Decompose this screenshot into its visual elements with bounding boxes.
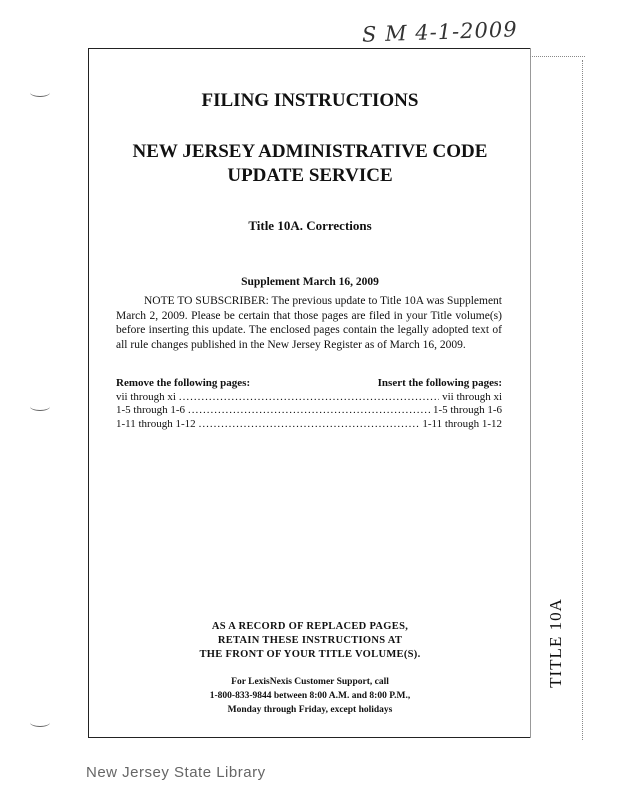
insert-pages: vii through xi (442, 390, 502, 403)
frame-bottom-border (88, 737, 530, 738)
record-instructions (90, 620, 530, 662)
note-to-subscriber (116, 294, 502, 352)
punch-hole-mark (30, 402, 50, 411)
subtitle-line: NEW JERSEY ADMINISTRATIVE CODE (132, 141, 488, 162)
frame-top-border (88, 48, 530, 49)
leader-dots (199, 418, 420, 432)
tab-top-edge (530, 56, 585, 57)
page-title: FILING INSTRUCTIONS (201, 90, 419, 111)
remove-header: Remove the following pages: (116, 377, 251, 389)
side-tab (533, 568, 579, 718)
punch-hole-mark (30, 718, 50, 727)
insert-pages: 1-11 through 1-12 (422, 417, 502, 430)
subtitle-line: UPDATE SERVICE (227, 165, 393, 186)
leader-dots (188, 404, 430, 418)
page-row (116, 418, 502, 432)
subtitle (90, 140, 530, 188)
insert-header: Insert the following pages: (377, 377, 502, 389)
customer-support (90, 675, 530, 717)
tab-edge (582, 60, 583, 740)
note-text: NOTE TO SUBSCRIBER: The previous update to Title 10A was Supplement March 2, 2009. Please be certain that those pages are filed in your Title volume(s) before inserting this update. The enclosed pages contain the legally adopted text of all rule changes published in the New Jersey Register as of March 16, 2009. (116, 295, 502, 351)
leader-dots (179, 391, 439, 405)
remove-pages: 1-5 through 1-6 (116, 404, 186, 416)
remove-pages: 1-11 through 1-12 (116, 417, 196, 430)
remove-pages: vii through xi (116, 390, 176, 403)
record-line: THE FRONT OF YOUR TITLE VOLUME(S). (199, 649, 421, 660)
support-line: Monday through Friday, except holidays (227, 705, 393, 715)
support-line: For LexisNexis Customer Support, call (231, 677, 389, 687)
record-line: RETAIN THESE INSTRUCTIONS AT (217, 635, 403, 646)
punch-hole-mark (30, 88, 50, 97)
handwritten-note: S M 4-1-2009 (361, 17, 518, 47)
record-line: AS A RECORD OF REPLACED PAGES, (211, 621, 409, 632)
frame-left-border (88, 48, 89, 738)
page-list (116, 377, 502, 431)
page-row (116, 404, 502, 418)
page-list-header (116, 377, 502, 391)
insert-pages: 1-5 through 1-6 (432, 404, 502, 416)
frame-right-border (530, 48, 531, 738)
title-heading: Title 10A. Corrections (248, 218, 372, 233)
supplement-date: Supplement March 16, 2009 (241, 276, 379, 288)
library-stamp: New Jersey State Library (86, 764, 266, 781)
side-tab-label: TITLE 10A (546, 598, 566, 688)
support-line: 1-800-833-9844 between 8:00 A.M. and 8:00 P.M., (209, 691, 411, 701)
page-row (116, 391, 502, 405)
